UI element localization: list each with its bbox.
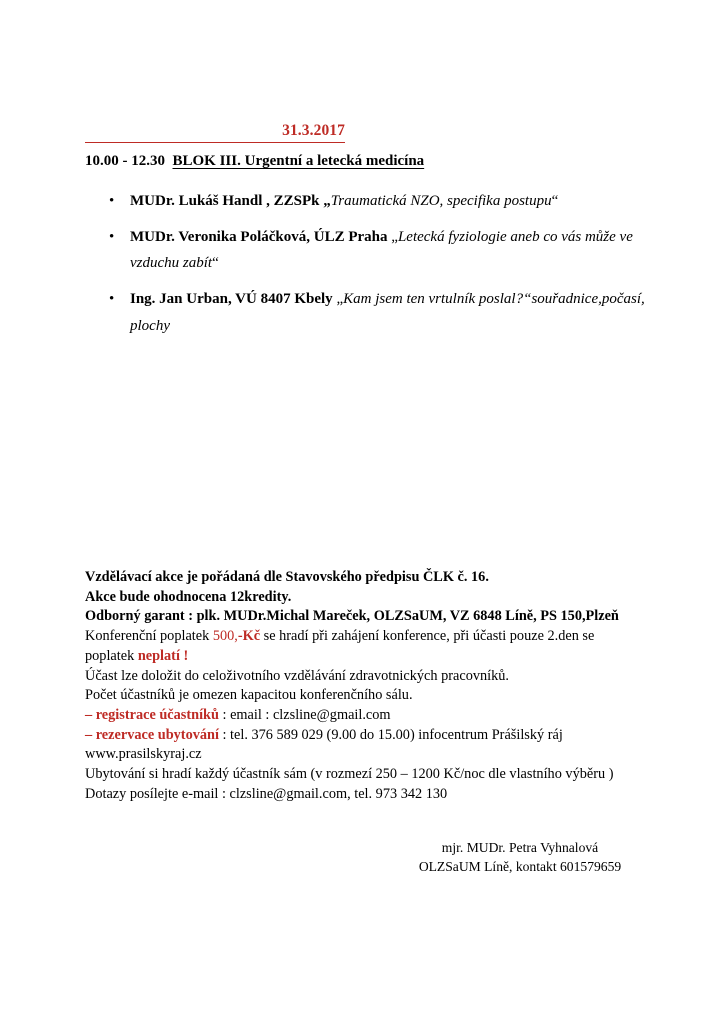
info-registration-line xyxy=(85,706,665,726)
talk-open-quote: „ xyxy=(336,291,344,308)
talk-close-quote: “ xyxy=(551,193,559,209)
signature-block xyxy=(380,838,660,877)
talks-list xyxy=(85,188,645,348)
talk-speaker: MUDr. Veronika Poláčková, ÚLZ Praha xyxy=(130,228,392,245)
info-capacity: Počet účastníků je omezen kapacitou konferenčního sálu. xyxy=(85,687,413,704)
talk-speaker: Ing. Jan Urban, VÚ 8407 Kbely xyxy=(130,291,337,308)
block-heading-time: 10.00 - 12.30 xyxy=(85,153,165,169)
info-contact[interactable]: Dotazy posílejte e-mail : clzsline@gmail.com, tel. 973 342 130 xyxy=(85,785,448,802)
talk-speaker: MUDr. Lukáš Handl , ZZSPk xyxy=(130,193,324,209)
info-fee-waiver-prefix: poplatek xyxy=(85,647,138,664)
info-lodging: Ubytování si hradí každý účastník sám (v rozmezí 250 – 1200 Kč/noc dle vlastního výběru ) xyxy=(85,766,614,783)
info-block xyxy=(85,568,665,805)
list-item xyxy=(85,188,645,215)
info-fee-suffix: se hradí při zahájení konference, při účasti pouze 2.den se xyxy=(260,628,595,645)
reservation-value[interactable]: : tel. 376 589 029 (9.00 do 15.00) infocentrum Prášilský ráj xyxy=(218,726,563,743)
signature-affiliation: OLZSaUM Líně, kontakt 601579659 xyxy=(418,859,622,875)
talk-close-quote: “ xyxy=(212,255,219,272)
talk-topic-tail: souřadnice,počasí, plochy xyxy=(130,291,645,334)
info-lifelong-learning: Účast lze doložit do celoživotního vzdělávání zdravotnických pracovníků. xyxy=(85,667,509,684)
talk-topic: Traumatická NZO, specifika postupu xyxy=(330,193,552,209)
date-header xyxy=(85,122,345,143)
reservation-label: – rezervace ubytování xyxy=(85,726,219,743)
list-item xyxy=(85,224,645,277)
talk-topic: Kam jsem ten vrtulník poslal? xyxy=(343,291,524,308)
info-accreditation: Vzdělávací akce je pořádaná dle Stavovského předpisu ČLK č. 16. xyxy=(85,569,489,585)
info-fee-waiver-highlight: neplatí ! xyxy=(137,647,189,664)
info-fee-waiver-line xyxy=(85,647,665,667)
talk-open-quote: „ xyxy=(323,193,331,209)
signature-name: mjr. MUDr. Petra Vyhnalová xyxy=(441,840,599,855)
info-guarantor: Odborný garant : plk. MUDr.Michal Mareček, OLZSaUM, VZ 6848 Líně, PS 150,Plzeň xyxy=(85,608,619,625)
info-fee-line xyxy=(85,627,665,647)
info-reservation-line xyxy=(85,726,665,746)
talk-open-quote: „ xyxy=(391,228,398,245)
info-fee-prefix: Konferenční poplatek xyxy=(85,628,213,645)
block-heading-title: BLOK III. Urgentní a letecká medicína xyxy=(172,153,425,169)
info-website[interactable]: www.prasilskyraj.cz xyxy=(85,746,202,763)
list-item xyxy=(85,286,645,339)
registration-label: – registrace účastníků xyxy=(85,707,219,724)
info-fee-amount: 500, xyxy=(212,628,238,645)
block-heading xyxy=(85,153,424,170)
info-credits: Akce bude ohodnocena 12kredity. xyxy=(85,588,292,605)
info-fee-currency: -Kč xyxy=(237,628,261,645)
talk-close-quote: “ xyxy=(523,291,532,308)
date-header-text: 31.3.2017 xyxy=(282,122,345,139)
talk-topic: Letecká fyziologie aneb co vás může ve vzduchu zabít xyxy=(130,228,633,272)
registration-value[interactable]: : email : clzsline@gmail.com xyxy=(218,707,391,724)
